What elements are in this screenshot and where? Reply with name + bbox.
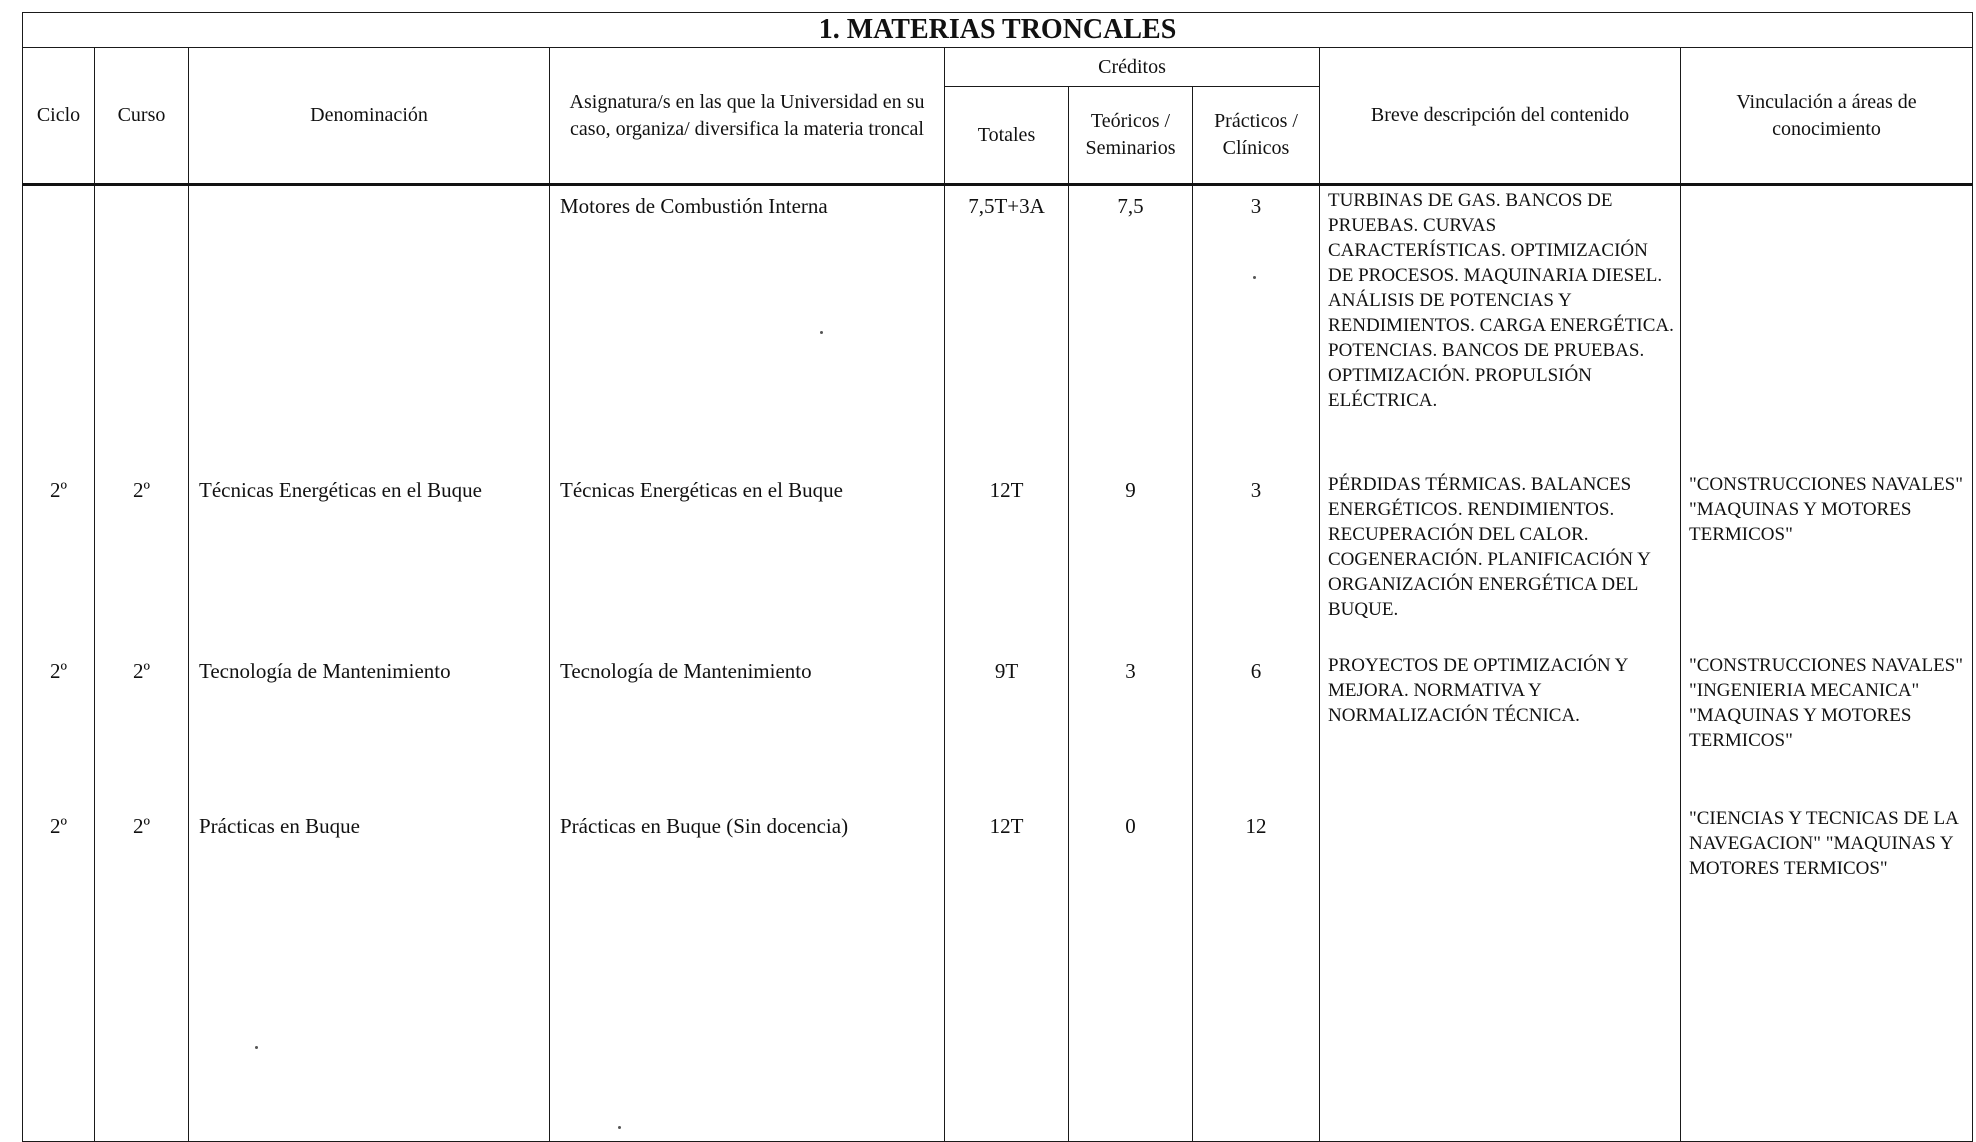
row-2-descripcion: PÉRDIDAS TÉRMICAS. BALANCES ENERGÉTICOS. RENDIMIENTOS. RECUPERACIÓN DEL CALOR. COGENERACIÓN. PLANIFICACIÓN Y ORGANIZACIÓN ENERGÉTICA DEL BUQUE. (1328, 474, 1651, 620)
scan-speck (255, 1046, 258, 1049)
row-2-vinculacion: "CONSTRUCCIONES NAVALES" "MAQUINAS Y MOTORES TERMICOS" (1689, 474, 1963, 545)
column-descripcion (1320, 185, 1681, 1142)
scan-speck (618, 1126, 621, 1129)
row-2-asignatura: Técnicas Energéticas en el Buque (560, 478, 843, 502)
column-ciclo (23, 185, 95, 1142)
row-4-denominacion: Prácticas en Buque (199, 814, 360, 838)
document-page (22, 12, 1972, 1126)
header-asignatura: Asignatura/s en las que la Universidad en su caso, organiza/ diversifica la materia troncal (550, 48, 945, 185)
row-1-teoricos: 7,5 (1117, 194, 1144, 218)
row-2-ciclo: 2º (49, 478, 67, 502)
row-2-totales: 12T (989, 478, 1024, 502)
column-denominacion (189, 185, 550, 1142)
row-3-teoricos: 3 (1125, 659, 1136, 683)
column-curso (95, 185, 189, 1142)
materias-troncales-table (22, 12, 1973, 1142)
column-practicos (1193, 185, 1320, 1142)
header-creditos: Créditos (945, 48, 1320, 87)
row-3-denominacion: Tecnología de Mantenimiento (199, 659, 451, 683)
row-3-asignatura: Tecnología de Mantenimiento (560, 659, 812, 683)
row-3-totales: 9T (994, 659, 1019, 683)
row-2-curso: 2º (132, 478, 150, 502)
header-curso: Curso (95, 48, 189, 185)
row-1-asignatura: Motores de Combustión Interna (560, 194, 828, 218)
header-totales: Totales (945, 87, 1069, 185)
row-4-ciclo: 2º (49, 814, 67, 838)
row-3-descripcion: PROYECTOS DE OPTIMIZACIÓN Y MEJORA. NORMATIVA Y NORMALIZACIÓN TÉCNICA. (1328, 655, 1628, 726)
column-asignatura (550, 185, 945, 1142)
header-ciclo: Ciclo (23, 48, 95, 185)
row-2-practicos: 3 (1250, 478, 1262, 502)
column-totales (945, 185, 1069, 1142)
scan-speck (1253, 276, 1256, 279)
header-denominacion: Denominación (189, 48, 550, 185)
row-4-practicos: 12 (1245, 814, 1267, 838)
row-4-vinculacion: "CIENCIAS Y TECNICAS DE LA NAVEGACION" "MAQUINAS Y MOTORES TERMICOS" (1689, 808, 1958, 879)
row-3-curso: 2º (132, 659, 150, 683)
header-practicos: Prácticos / Clínicos (1193, 87, 1320, 185)
row-4-curso: 2º (132, 814, 150, 838)
header-teoricos: Teóricos / Seminarios (1069, 87, 1193, 185)
column-teoricos (1069, 185, 1193, 1142)
row-2-denominacion: Técnicas Energéticas en el Buque (199, 478, 482, 502)
row-1-practicos: 3 (1250, 194, 1262, 218)
column-vinculacion (1681, 185, 1973, 1142)
row-4-asignatura: Prácticas en Buque (Sin docencia) (560, 814, 849, 838)
row-3-ciclo: 2º (49, 659, 67, 683)
scan-speck (820, 331, 823, 334)
row-1-descripcion: TURBINAS DE GAS. BANCOS DE PRUEBAS. CURVAS CARACTERÍSTICAS. OPTIMIZACIÓN DE PROCESOS. MAQUINARIA DIESEL. ANÁLISIS DE POTENCIAS Y RENDIMIENTOS. CARGA ENERGÉTICA. POTENCIAS. BANCOS DE PRUEBAS. OPTIMIZACIÓN. PROPULSIÓN ELÉCTRICA. (1328, 190, 1674, 411)
row-1-totales: 7,5T+3A (968, 194, 1045, 218)
table-title: 1. MATERIAS TRONCALES (23, 13, 1973, 48)
row-4-teoricos: 0 (1125, 814, 1136, 838)
row-3-practicos: 6 (1250, 659, 1262, 683)
header-descripcion: Breve descripción del contenido (1320, 48, 1681, 185)
row-2-teoricos: 9 (1125, 478, 1136, 502)
row-4-totales: 12T (989, 814, 1024, 838)
row-3-vinculacion: "CONSTRUCCIONES NAVALES" "INGENIERIA MECANICA" "MAQUINAS Y MOTORES TERMICOS" (1689, 655, 1963, 751)
header-vinculacion: Vinculación a áreas de conocimiento (1681, 48, 1973, 185)
